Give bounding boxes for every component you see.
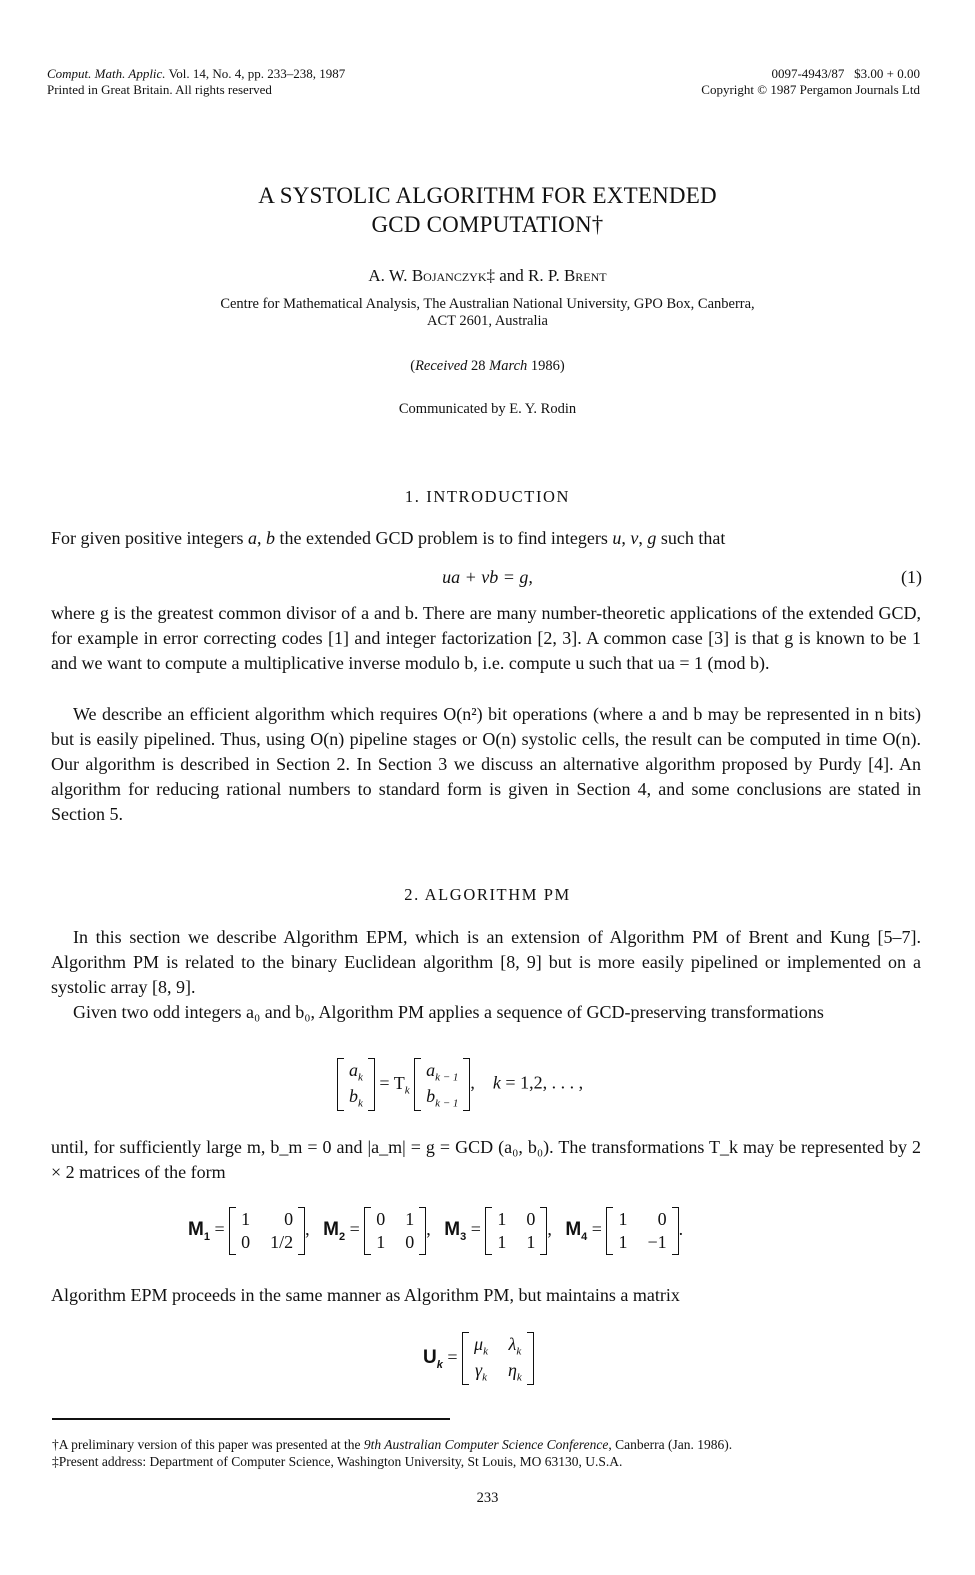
footnote-1-venue: 9th Australian Computer Science Conference	[363, 1437, 609, 1452]
u-matrix-equation	[423, 1332, 534, 1385]
punctuation: ,	[305, 1219, 310, 1240]
intro-text-b: the extended GCD problem is to find integers	[274, 528, 613, 548]
equals-sign: =	[209, 1219, 230, 1240]
bracket-left	[462, 1332, 469, 1385]
matrix-cell: 1	[618, 1209, 628, 1229]
var-g: g	[647, 528, 657, 548]
section-1-heading: 1. INTRODUCTION	[404, 487, 571, 506]
paragraph-3-text: We describe an efficient algorithm which requires O(n²) bit operations (where a and b may be represented in n bits) but is easily pipelined. Thus, using O(n) pipeline stages or O(n) systolic cells, the result can be computed in time O(n). Our algorithm is described in Section 2. In Section 3 we discuss an alternative algorithm proposed by Purdy [4]. An algorithm for reducing rational numbers to standard form is given in Section 4, and some conclusions are stated in Section 5.	[51, 704, 921, 824]
matrix-cells	[613, 1207, 671, 1255]
affiliation-line-1: Centre for Mathematical Analysis, The Australian National University, GPO Box, Canberra,	[220, 296, 755, 312]
matrix-cell: 1	[497, 1232, 507, 1252]
matrix-label-subscript: 3	[460, 1230, 467, 1243]
matrix-body	[364, 1207, 426, 1255]
matrix-cell: 1	[405, 1209, 415, 1229]
matrix-uk	[423, 1334, 534, 1384]
section-2-paragraph-3	[51, 1135, 921, 1185]
equals-sign: =	[587, 1219, 607, 1240]
section-2-p1-text: In this section we describe Algorithm EPM, which is an extension of Algorithm PM of Brent and Kung [5–7]. Algorithm PM is related to the binary Euclidean algorithm [8, 9] but is more easily pipelined or implemented on a systolic array [8, 9].	[51, 927, 921, 997]
section-2-p3-text: until, for sufficiently large m, b_m = 0 and |a_m| = g = GCD (a₀, b₀). The transformations T_k may be represented by 2 × 2 matrices of the form	[51, 1137, 921, 1182]
equals-sign: =	[345, 1219, 365, 1240]
vector-lhs	[337, 1058, 375, 1111]
bracket-left	[485, 1207, 492, 1255]
matrix-cells	[469, 1332, 527, 1385]
matrix-cells	[492, 1207, 540, 1255]
punctuation: .	[678, 1219, 684, 1240]
received-word: Received	[415, 358, 468, 374]
matrix-cell: $\eta_k$	[507, 1359, 522, 1384]
lhs-b: $b_k$	[349, 1085, 363, 1110]
rhs-b: $b_{k - 1}$	[426, 1085, 459, 1110]
section-1-paragraph-3	[51, 702, 921, 827]
rhs-a: $a_{k - 1}$	[426, 1060, 459, 1084]
punctuation: ,	[426, 1219, 431, 1240]
bracket-left	[606, 1207, 613, 1255]
vector-lhs-cells	[344, 1058, 368, 1111]
author1-footnote-mark: ‡	[486, 266, 495, 285]
matrix-cell: 1	[618, 1232, 628, 1252]
lhs-a: $a_k$	[349, 1060, 363, 1084]
copyright-notice: Copyright © 1987 Pergamon Journals Ltd	[701, 82, 920, 97]
author2-surname: Brent	[563, 266, 607, 285]
matrix-m3	[444, 1209, 552, 1252]
bracket-left	[364, 1207, 371, 1255]
matrix-label: $M_2$	[323, 1219, 346, 1243]
received-day: 28	[467, 358, 490, 374]
paper-title	[0, 181, 975, 239]
footnote-1-text-a: †A preliminary version of this paper was presented at the	[52, 1437, 364, 1452]
var-uvg: u	[612, 528, 622, 548]
matrix-cells	[371, 1207, 419, 1255]
intro-text-c: such that	[656, 528, 726, 548]
matrix-m4	[565, 1209, 684, 1252]
matrix-cell: 1/2	[270, 1232, 294, 1252]
matrix-cell: 1	[376, 1232, 386, 1252]
section-1-paragraph-2	[51, 601, 921, 676]
section-2-p4-text: Algorithm EPM proceeds in the same manner as Algorithm PM, but maintains a matrix	[51, 1285, 680, 1305]
equation-transform: $a_k$ $b_k$ = $T_k$ $a_{k - 1}$ $b_{k - 1}$ , k = 1,2, . . . ,	[337, 1058, 583, 1111]
received-open: (	[410, 358, 416, 374]
equation-1	[0, 567, 975, 588]
vector-rhs-cells	[421, 1058, 463, 1111]
affiliation-line-2: ACT 2601, Australia	[427, 313, 548, 329]
matrix-label: $M_3$	[444, 1219, 467, 1243]
running-header-right	[701, 66, 920, 98]
matrix-cell: 0	[405, 1232, 415, 1252]
author1-surname: Bojanczyk	[411, 266, 487, 285]
bracket-right	[527, 1332, 534, 1385]
matrix-m1	[188, 1209, 310, 1252]
matrix-body	[229, 1207, 305, 1255]
matrix-body	[462, 1332, 534, 1385]
equals-sign: =	[442, 1346, 463, 1367]
section-2-paragraph-2	[51, 1000, 921, 1025]
footnote-rule	[52, 1418, 450, 1420]
footnote-1	[52, 1436, 932, 1453]
matrix-cell: −1	[647, 1232, 667, 1252]
matrix-label-subscript: k	[436, 1358, 443, 1371]
vector-rhs	[414, 1058, 470, 1111]
communicated-by: Communicated by E. Y. Rodin	[398, 401, 577, 417]
matrix-label: $M_1$	[188, 1219, 210, 1243]
matrix-body	[485, 1207, 547, 1255]
intro-text-a: For given positive integers	[51, 528, 248, 548]
paragraph-2-text: where g is the greatest common divisor of a and b. There are many number-theoretic applications of the extended GCD, for example in error correcting codes [1] and integer factorization [2, 3]. A common case [3] is that g is known to be 1 and we want to compute a multiplicative inverse modulo b, i.e. compute u such that ua = 1 (mod b).	[51, 603, 921, 673]
printed-notice: Printed in Great Britain. All rights reserved	[47, 82, 272, 97]
matrix-label: $M_4$	[565, 1219, 588, 1243]
matrix-label-subscript: 4	[581, 1230, 588, 1243]
matrix-cell-subscript: k	[483, 1345, 488, 1358]
bracket-right	[672, 1207, 679, 1255]
matrix-m2	[323, 1209, 431, 1252]
equals-sign: =	[466, 1219, 486, 1240]
received-month: March	[489, 358, 528, 374]
journal-citation: Comput. Math. Applic. Vol. 14, No. 4, pp. 233–238, 1987	[47, 66, 346, 81]
k-range: k = 1,2, . . . ,	[492, 1072, 584, 1093]
page-number: 233	[476, 1490, 499, 1506]
matrix-cell: 0	[376, 1209, 386, 1229]
section-2-p2-text: Given two odd integers a₀ and b₀, Algorithm PM applies a sequence of GCD-preserving transformations	[73, 1002, 824, 1022]
title-line-2: GCD COMPUTATION†	[371, 212, 604, 237]
matrix-cell: 1	[497, 1209, 507, 1229]
matrix-cell: 1	[241, 1209, 251, 1229]
matrix-cell-subscript: k	[516, 1345, 522, 1358]
bracket-right	[368, 1058, 375, 1111]
matrix-cell: $\gamma_k$	[474, 1359, 487, 1384]
section-2-paragraph-1	[51, 925, 921, 1000]
bracket-left	[414, 1058, 421, 1111]
author1-initials: A. W.	[368, 266, 412, 285]
footnote-1-text-b: , Canberra (Jan. 1986).	[608, 1437, 733, 1452]
matrix-label-subscript: 2	[338, 1230, 346, 1243]
bracket-right	[463, 1058, 470, 1111]
punctuation: ,	[547, 1219, 552, 1240]
matrix-cell-subscript: k	[516, 1371, 522, 1384]
bracket-left	[229, 1207, 236, 1255]
affiliation	[0, 296, 975, 330]
var-b: b	[265, 528, 275, 548]
title-line-1: A SYSTOLIC ALGORITHM FOR EXTENDED	[258, 183, 717, 208]
matrix-cell: 0	[284, 1209, 294, 1229]
authors	[0, 266, 975, 286]
matrix-label: $U_k$	[423, 1346, 443, 1371]
section-2-paragraph-4	[51, 1283, 921, 1308]
received-year: 1986)	[527, 358, 565, 374]
section-1-paragraph-1: For given positive integers a, b the extended GCD problem is to find integers u, v, g such that	[51, 528, 726, 548]
footnote-2: ‡Present address: Department of Computer Science, Washington University, St Louis, MO 63130, U.S.A.	[52, 1454, 623, 1469]
matrix-cell: $\mu_k$	[474, 1334, 488, 1358]
author-conjunction: and R. P.	[495, 266, 564, 285]
matrix-cell: 1	[526, 1232, 536, 1252]
equation-1-body: ua + vb = g,	[442, 567, 533, 587]
transformation-matrices	[188, 1207, 683, 1255]
running-header-left	[47, 66, 345, 98]
var-ab: a	[247, 528, 257, 548]
bracket-left	[337, 1058, 344, 1111]
section-2-heading: 2. ALGORITHM PM	[404, 885, 571, 904]
matrix-label-subscript: 1	[203, 1230, 210, 1243]
received-date	[0, 358, 975, 375]
issn-price: 0097-4943/87 $3.00 + 0.00	[771, 66, 920, 81]
var-v: v	[630, 528, 639, 548]
matrix-cell-subscript: k	[482, 1371, 487, 1384]
matrix-cell: 0	[657, 1209, 667, 1229]
matrix-cells	[236, 1207, 298, 1255]
matrix-cell: 0	[241, 1232, 251, 1252]
matrix-cell: 0	[526, 1209, 536, 1229]
matrix-cell: $\lambda_k$	[508, 1334, 522, 1358]
equation-1-number: (1)	[901, 567, 922, 587]
matrix-body	[606, 1207, 678, 1255]
equals-sign: = $T_k$	[379, 1072, 410, 1097]
